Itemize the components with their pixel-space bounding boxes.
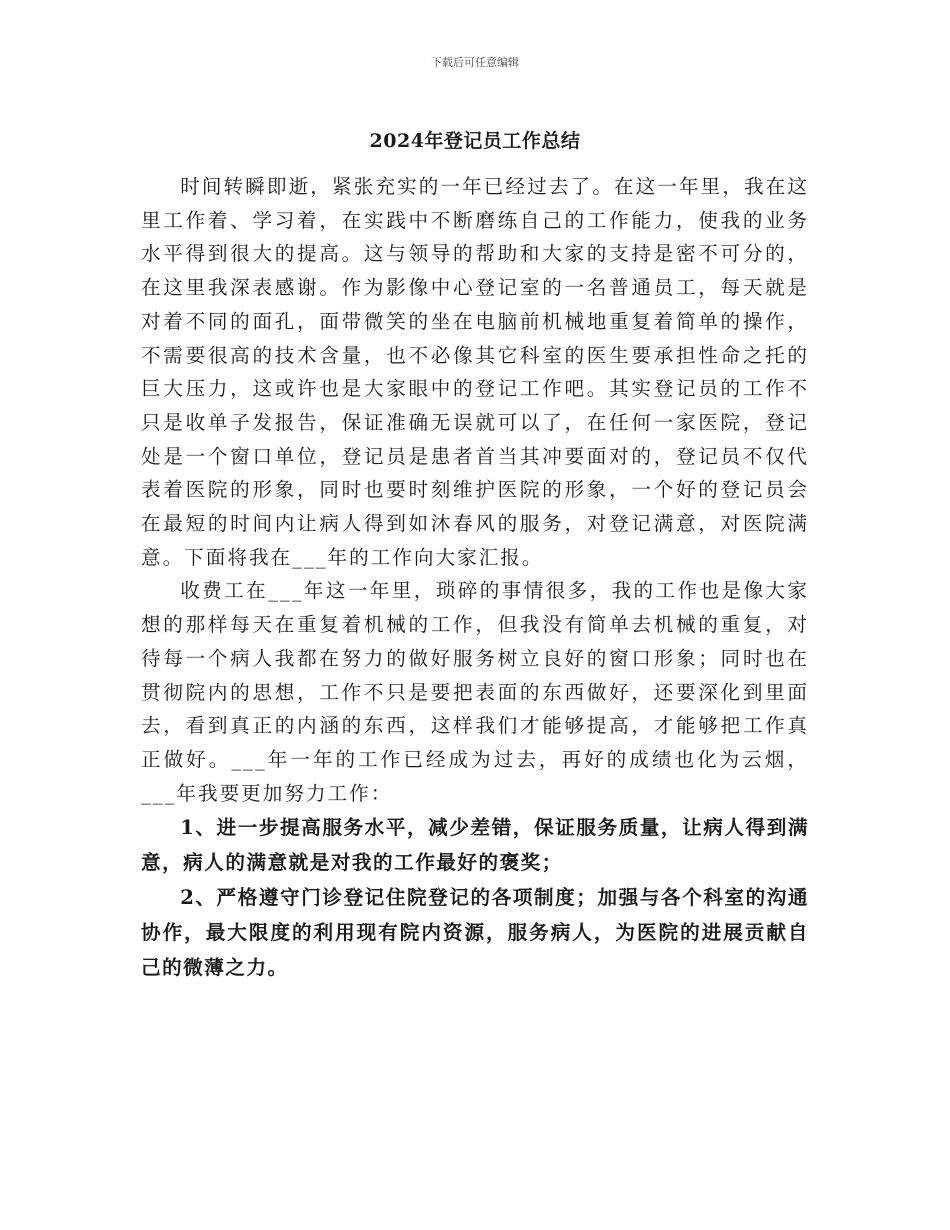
document-title: 2024年登记员工作总结 — [369, 130, 581, 152]
paragraph-review: 收费工在___年这一年里，琐碎的事情很多，我的工作也是像大家想的那样每天在重复着机械的工作，但我没有简单去机械的重复，对待每一个病人我都在努力的做好服务树立良好的窗口形象；同时也在贯彻院内的思想，工作不只是要把表面的东西做好，还要深化到里面去，看到真正的内涵的东西，这样我们才能够提高，才能够把工作真正做好。___年一年的工作已经成为过去，再好的成绩也化为云烟，___年我要更加努力工作： — [141, 579, 809, 805]
plan-item-2: 2、严格遵守门诊登记住院登记的各项制度；加强与各个科室的沟通协作，最大限度的利用现有院内资源，服务病人，为医院的进展贡献自己的微薄之力。 — [141, 886, 809, 980]
document-body — [141, 170, 809, 985]
plan-item-1: 1、进一步提高服务水平，减少差错，保证服务质量，让病人得到满意，病人的满意就是对我的工作最好的褒奖； — [141, 816, 809, 875]
paragraph-intro: 时间转瞬即逝，紧张充实的一年已经过去了。在这一年里，我在这里工作着、学习着，在实践中不断磨练自己的工作能力，使我的业务水平得到很大的提高。这与领导的帮助和大家的支持是密不可分的，在这里我深表感谢。作为影像中心登记室的一名普通员工，每天就是对着不同的面孔，面带微笑的坐在电脑前机械地重复着简单的操作，不需要很高的技术含量，也不必像其它科室的医生要承担性命之托的巨大压力，这或许也是大家眼中的登记工作吧。其实登记员的工作不只是收单子发报告，保证准确无误就可以了，在任何一家医院，登记处是一个窗口单位，登记员是患者首当其冲要面对的，登记员不仅代表着医院的形象，同时也要时刻维护医院的形象，一个好的登记员会在最短的时间内让病人得到如沐春风的服务，对登记满意，对医院满意。下面将我在___年的工作向大家汇报。 — [141, 175, 809, 569]
header-note: 下载后可任意编辑 — [431, 56, 519, 69]
